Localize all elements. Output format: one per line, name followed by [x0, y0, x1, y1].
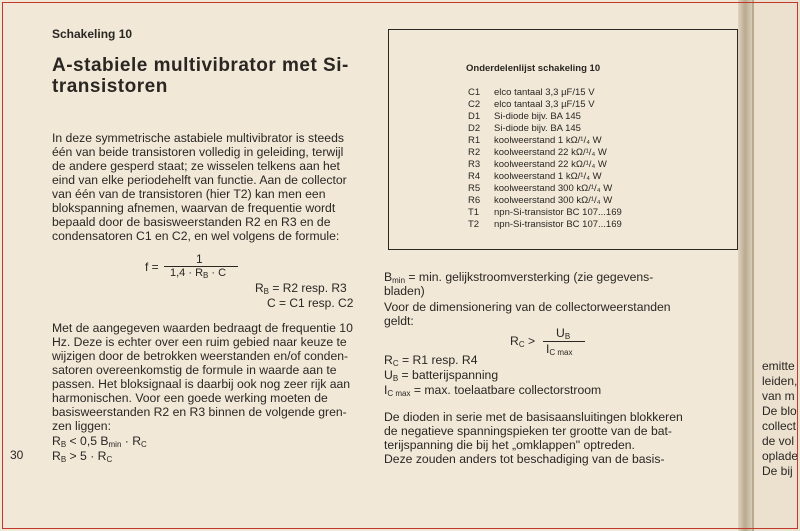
next-page-line: leiden, — [762, 374, 798, 388]
page-title-line-2: transistoren — [52, 76, 168, 97]
intro-line: van één van de transistoren (hier T2) kan men een — [52, 187, 326, 201]
diode-line: Deze zouden anders tot beschadiging van de basis- — [384, 452, 665, 466]
intro-line: bepaald door de basisweerstanden R2 en R3 en de — [52, 215, 331, 229]
rc-formula-lhs: $R_C$ > — [510, 334, 536, 349]
intro-line: de andere gesperd staat; ze wisselen telkens aan het — [52, 159, 340, 173]
part-code: C2 — [468, 99, 481, 110]
page-number: 30 — [10, 448, 24, 462]
part-code: R1 — [468, 135, 481, 146]
intro-line: condensatoren C1 en C2, en wel volgens de formule: — [52, 229, 340, 243]
diode-line: De dioden in serie met de basisaansluitingen blokkeren — [384, 410, 683, 424]
diode-line: de negatieve spanningspieken ter grootte van de bat- — [384, 424, 672, 438]
part-description: koolweerstand 22 kΩ/¹/₄ W — [494, 159, 607, 170]
body-line: Hz. Deze is echter over een ruim gebied naar keuze te — [52, 335, 347, 349]
part-description: npn-Si-transistor BC 107...169 — [494, 207, 622, 218]
parts-list-title: Onderdelenlijst schakeling 10 — [466, 63, 601, 74]
formula-numerator: 1 — [196, 252, 203, 266]
part-code: R4 — [468, 171, 481, 182]
body-line: passen. Het bloksignaal is daarbij ook nog zeer rijk aan — [52, 377, 351, 391]
part-code: R3 — [468, 159, 481, 170]
body-line: Met de aangegeven waarden bedraagt de frequentie 10 — [52, 321, 353, 335]
ic-max-definition: $I_{C max} = \max$. toelaatbare collectorstroom — [384, 383, 602, 398]
part-code: D2 — [468, 123, 481, 134]
diode-line: terijspanning die bij het „omklappen" optreden. — [384, 438, 635, 452]
part-code: C1 — [468, 87, 481, 98]
dimension-line: geldt: — [384, 314, 414, 328]
page-title-line-1: A-stabiele multivibrator met Si- — [52, 55, 349, 76]
bmin-definition: $B_{min} = \min$. gelijkstroomversterking (zie gegevens- — [384, 270, 654, 285]
intro-line: blokspanning afnemen, waarvan de frequentie wordt — [52, 201, 336, 215]
next-page-line: van m — [762, 389, 795, 403]
part-code: D1 — [468, 111, 481, 122]
dimension-line: Voor de dimensionering van de collectorweerstanden — [384, 300, 671, 314]
part-description: koolweerstand 1 kΩ/¹/₄ W — [494, 171, 602, 182]
next-page-line: de vol — [762, 434, 795, 448]
next-page-line: emitte — [762, 359, 795, 373]
part-description: koolweerstand 22 kΩ/¹/₄ W — [494, 147, 607, 158]
formula-c-definition: C = C1 resp. C2 — [267, 296, 354, 310]
body-line: basisweerstanden R2 en R3 binnen de volgende gren- — [52, 405, 347, 419]
bmin-definition-cont: bladen) — [384, 284, 425, 298]
part-description: elco tantaal 3,3 µF/15 V — [494, 99, 595, 110]
part-code: R6 — [468, 195, 481, 206]
next-page-line: collect — [762, 419, 797, 433]
intro-line: In deze symmetrische astabiele multivibrator is steeds — [52, 131, 344, 145]
part-code: R5 — [468, 183, 481, 194]
intro-line: eind van elke periodehelft van functie. Aan de collector — [52, 173, 347, 187]
body-line: harmonischen. Voor een goede werking moeten de — [52, 391, 328, 405]
part-description: koolweerstand 300 kΩ/¹/₄ W — [494, 183, 613, 194]
body-line: zen liggen: — [52, 419, 111, 433]
part-description: npn-Si-transistor BC 107...169 — [494, 219, 622, 230]
formula-lhs: f = — [145, 260, 159, 274]
limit-formula-1: $R_B < 0,5$ $B_{min} \cdot R_C$ — [52, 434, 147, 449]
part-description: Si-diode bijv. BA 145 — [494, 111, 581, 122]
next-page-edge — [752, 0, 800, 531]
next-page-line: oplade — [762, 449, 799, 463]
part-description: koolweerstand 1 kΩ/¹/₄ W — [494, 135, 602, 146]
next-page-line: De bij — [762, 464, 793, 478]
ub-definition: $U_B$ = batterijspanning — [384, 368, 499, 383]
body-line: satoren overeenkomstig de formule in waarde aan te — [52, 363, 337, 377]
rc-formula-numerator: $U_B$ — [556, 326, 571, 341]
formula-denominator: $1,4 \cdot R_B \cdot C$ — [170, 267, 227, 280]
part-description: Si-diode bijv. BA 145 — [494, 123, 581, 134]
part-description: elco tantaal 3,3 µF/15 V — [494, 87, 595, 98]
rc-formula-denominator: $I_{C max}$ — [546, 342, 573, 357]
rc-definition: $R_C = R1$ resp. R4 — [384, 353, 478, 368]
intro-line: één van beide transistoren volledig in geleiding, terwijl — [52, 145, 344, 159]
part-code: T2 — [468, 219, 480, 230]
part-code: R2 — [468, 147, 481, 158]
chapter-label: Schakeling 10 — [52, 27, 133, 41]
part-code: T1 — [468, 207, 480, 218]
formula-rb-definition: $R_B = R2$ resp. R3 — [255, 281, 347, 296]
book-spine — [738, 0, 752, 531]
part-description: koolweerstand 300 kΩ/¹/₄ W — [494, 195, 613, 206]
next-page-line: De blo — [762, 404, 797, 418]
body-line: wijzigen door de betrokken weerstanden en/of conden- — [52, 349, 349, 363]
limit-formula-2: $R_B > 5 \cdot R_C$ — [52, 449, 113, 464]
